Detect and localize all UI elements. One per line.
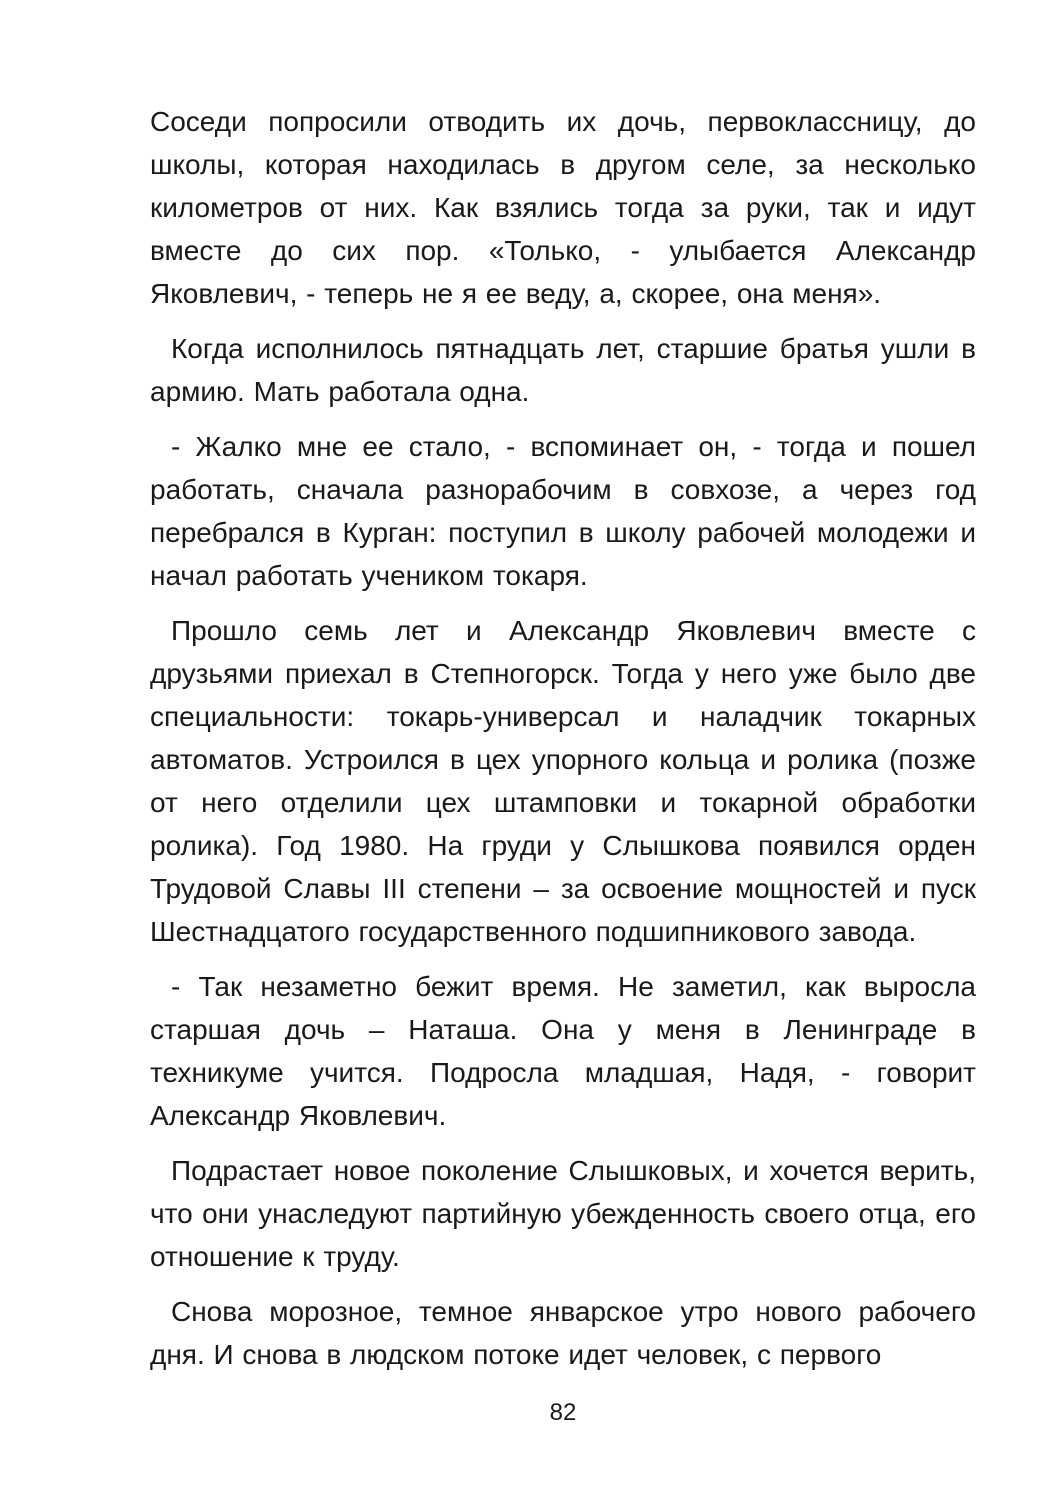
paragraph: Снова морозное, темное январское утро нового рабочего дня. И снова в людском потоке идет человек, с первого <box>150 1296 976 1370</box>
paragraph: Соседи попросили отводить их дочь, первоклассницу, до школы, которая находилась в другом селе, за несколько километров от них. Как взялись тогда за руки, так и идут вместе до сих пор. «Только, - улыбается Александр Яковлевич, - теперь не я ее веду, а, скорее, она меня». <box>150 106 976 309</box>
paragraph: - Так незаметно бежит время. Не заметил, как выросла старшая дочь – Наташа. Она у меня в Ленинграде в техникуме учится. Подросла младшая, Надя, - говорит Александр Яковлевич. <box>150 971 976 1131</box>
paragraph: Когда исполнилось пятнадцать лет, старшие братья ушли в армию. Мать работала одна. <box>150 333 976 407</box>
paragraph: Подрастает новое поколение Слышковых, и хочется верить, что они унаследуют партийную убежденность своего отца, его отношение к труду. <box>150 1155 976 1272</box>
page-number: 82 <box>549 1399 577 1426</box>
page-text-block <box>150 100 976 1388</box>
paragraph: Прошло семь лет и Александр Яковлевич вместе с друзьями приехал в Степногорск. Тогда у него уже было две специальности: токарь-универсал и наладчик токарных автоматов. Устроился в цех упорного кольца и ролика (позже от него отделили цех штамповки и токарной обработки ролика). Год 1980. На груди у Слышкова появился орден Трудовой Славы III степени – за освоение мощностей и пуск Шестнадцатого государственного подшипникового завода. <box>150 615 976 947</box>
paragraph: - Жалко мне ее стало, - вспоминает он, - тогда и пошел работать, сначала разнорабочим в совхозе, а через год перебрался в Курган: поступил в школу рабочей молодежи и начал работать учеником токаря. <box>150 431 976 591</box>
